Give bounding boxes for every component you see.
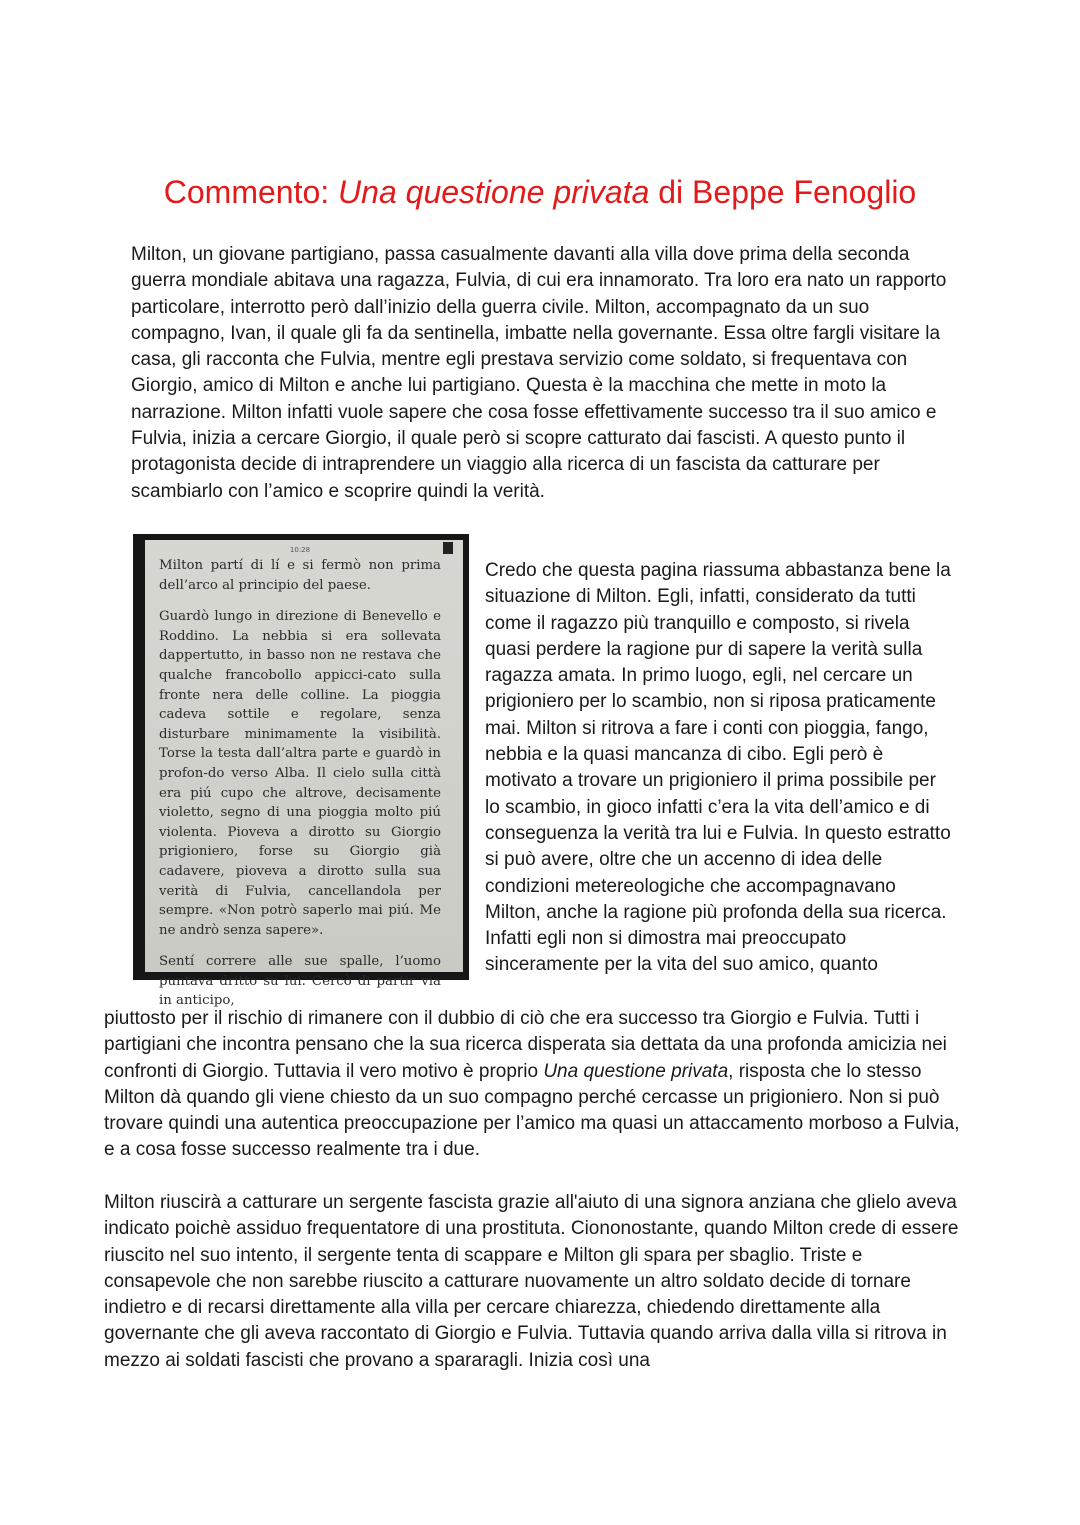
title-prefix: Commento: <box>163 174 339 210</box>
excerpt-paragraph-2: Guardò lungo in direzione di Benevello e Roddino. La nebbia si era sollevata dappertutto, in basso non ne restava che qualche francobollo appicci-cato sulla fronte nera delle colline. La pioggia cadeva sottile e regolare, senza disturbare minimamente la visibilità. Torse la testa dall’altra parte e guardò in profon-do verso Alba. Il cielo sulla città era piú cupo che altrove, decisamente violetto, segno di una pioggia molto piú violenta. Pioveva a dirotto su Giorgio prigioniero, forse su Giorgio già cadavere, pioveva a dirotto sulla sua verità di Fulvia, cancellandola per sempre. «Non potrò saperlo mai piú. Me ne andrò senza sapere». <box>159 609 441 938</box>
page-title <box>0 168 1080 216</box>
bookmark-icon <box>443 542 453 554</box>
analysis-paragraph <box>104 1006 964 1164</box>
title-book-name: Una questione privata <box>338 174 650 210</box>
excerpt-paragraph-3: Sentí correre alle sue spalle, l’uomo puntava dritto su lui. Cercò di partir via in anticipo, <box>159 954 441 1009</box>
plot-paragraph: Milton riuscirà a catturare un sergente fascista grazie all'aiuto di una signora anziana che glielo aveva indicato poichè assiduo frequentatore di una prostituta. Ciononostante, quando Milton crede di essere riuscito nel suo intento, il sergente tenta di scappare e Milton gli spara per sbaglio. Triste e consapevole che non sarebbe riuscito a catturare nuovamente un altro soldato decide di tornare indietro e di recarsi direttamente alla villa per cercare chiarezza, chiedendo direttamente alla governante che gli aveva raccontato di Giorgio e Fulvia. Tuttavia quando arriva dalla villa si ritrova in mezzo ai soldati fascisti che provano a spararagli. Inizia così una <box>104 1192 959 1371</box>
intro-paragraph: Milton, un giovane partigiano, passa casualmente davanti alla villa dove prima della seconda guerra mondiale abitava una ragazza, Fulvia, di cui era innamorato. Tra loro era nato un rapporto particolare, interrotto però dall’inizio della guerra civile. Milton, accompagnato da un suo compagno, Ivan, il quale gli fa da sentinella, imbatte nella governante. Essa oltre fargli visitare la casa, gli racconta che Fulvia, mentre egli prestava servizio come soldato, si frequentava con Giorgio, amico di Milton e anche lui partigiano. Questa è la macchina che mette in moto la narrazione. Milton infatti vuole sapere che cosa fosse effettivamente successo tra il suo amico e Fulvia, inizia a cercare Giorgio, il quale però si scopre catturato dai fascisti. A questo punto il protagonista decide di intraprendere un viaggio alla ricerca di un fascista da catturare per scambiarlo con l’amico e scoprire quindi la verità. <box>131 244 947 502</box>
title-suffix: di Beppe Fenoglio <box>649 174 917 210</box>
analysis-text-after: , risposta che lo stesso Milton dà quando gli viene chiesto da un suo compagno perché cercasse un prigioniero. Non si può trovare quindi una autentica preoccupazione per l’amico ma quasi un attaccamento morboso a Fulvia, e a cosa fosse successo realmente tra i due. <box>104 1060 960 1161</box>
analysis-text-before: piuttosto per il rischio di rimanere con il dubbio di ciò che era successo tra Giorgio e Fulvia. Tutti i partigiani che incontra pensano che la sua ricerca disperata sia dettata da una profonda amicizia nei confronti di Giorgio. Tuttavia il vero motivo è proprio <box>104 1008 947 1082</box>
ereader-clock: 10:28 <box>289 546 311 554</box>
ereader-photo <box>133 534 469 1009</box>
ereader-screen <box>145 540 463 1009</box>
commentary-paragraph: Credo che questa pagina riassuma abbastanza bene la situazione di Milton. Egli, infatti, considerato da tutti come il ragazzo più tranquillo e composto, si rivela quasi perdere la ragione pur di sapere la verità sulla ragazza amata. In primo luogo, egli, nel cercare un prigioniero per lo scambio, non si riposa praticamente mai. Milton si ritrova a fare i conti con pioggia, fango, nebbia e la quasi mancanza di cibo. Egli però è motivato a trovare un prigioniero il prima possibile per lo scambio, in gioco infatti c’era la vita dell’amico e di conseguenza la verità tra lui e Fulvia. In questo estratto si può avere, oltre che un accenno di idea delle condizioni metereologiche che accompagnavano Milton, anche la ragione più profonda della sua ricerca. Infatti egli non si dimostra mai preoccupato sinceramente per la vita del suo amico, quanto <box>485 560 951 976</box>
analysis-book-name: Una questione privata <box>543 1060 729 1082</box>
excerpt-paragraph-1: Milton partí di lí e si fermò non prima dell’arco al principio del paese. <box>159 558 441 593</box>
